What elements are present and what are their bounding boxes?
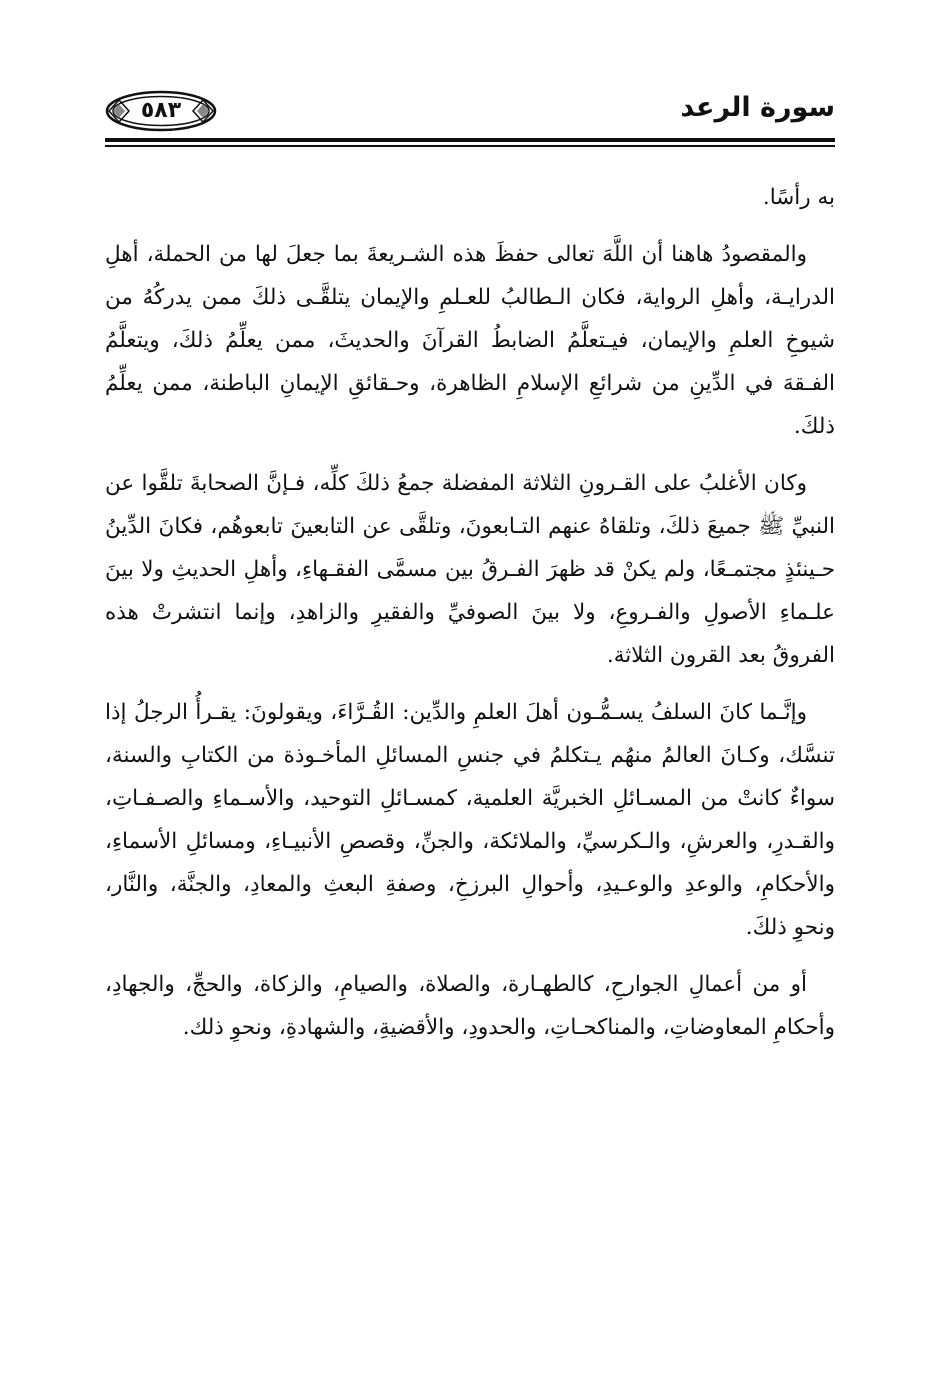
- surah-title: سورة الرعد: [680, 92, 835, 123]
- page-body: [105, 176, 835, 1063]
- page-header: [105, 88, 835, 148]
- header-rule-thin: [105, 145, 835, 147]
- paragraph-4: وإنَّـما كانَ السلفُ يسـمُّـون أهلَ العلمِ والدِّين: القُـرَّاءَ، ويقولونَ: يقـرأُ الرجلُ إذا تنسَّك، وكـانَ العالمُ منهُم يـتكلمُ في جنسِ المسائلِ المأخـوذة من الكتابِ والسنة، سواءٌ كانتْ من المسـائلِ الخبريَّة العلمية، كمسـائلِ التوحيد، والأسـماءِ والصـفـاتِ، والقـدرِ، والعرشِ، والـكرسيِّ، والملائكة، والجنِّ، وقصصِ الأنبيـاءِ، ومسائلِ الأسماءِ، والأحكامِ، والوعدِ والوعـيدِ، وأحوالِ البرزخِ، وصفةِ البعثِ والمعادِ، والجنَّة، والنَّار، ونحوِ ذلكَ.: [105, 700, 835, 940]
- page-number: ٥٨٣: [140, 98, 182, 123]
- paragraph-2: والمقصودُ هاهنا أن اللَّهَ تعالى حفظَ هذه الشـريعةَ بما جعلَ لها من الحملة، أهلِ الدرايـة، وأهلِ الرواية، فكان الـطالبُ للعـلمِ والإيمان يتلقَّـى ذلكَ ممن يدركُهُ من شيوخِ العلمِ والإيمان، فيـتعلَّمُ الضابطُ القرآنَ والحديثَ، ممن يعلِّمُ ذلكَ، ويتعلَّمُ الفـقهَ في الدِّينِ من شرائعِ الإسلامِ الظاهرة، وحـقائقِ الإيمانِ الباطنة، ممن يعلِّمُ ذلكَ.: [105, 242, 835, 439]
- paragraph-5: أو من أعمالِ الجوارحِ، كالطهـارة، والصلاة، والصيامِ، والزكاة، والحجِّ، والجهادِ، وأحكامِ المعاوضاتِ، والمناكحـاتِ، والحدودِ، والأقضيةِ، والشهادةِ، ونحوِ ذلك.: [105, 972, 835, 1040]
- paragraph-3: وكان الأغلبُ على القـرونِ الثلاثة المفضلة جمعُ ذلكَ كلِّه، فـإنَّ الصحابةَ تلقَّوا عن النبيِّ ﷺ جميعَ ذلكَ، وتلقاهُ عنهم التـابعونَ، وتلقَّى عن التابعينَ تابعوهُم، فكانَ الدِّينُ حـينئذٍ مجتمـعًا، ولم يكنْ قد ظهرَ الفـرقُ بين مسمَّى الفقـهاءِ، وأهلِ الحديثِ ولا بينَ علـماءِ الأصولِ والفـروعِ، ولا بينَ الصوفيِّ والفقيرِ والزاهدِ، وإنما انتشرتْ هذه الفروقُ بعد القرون الثلاثة.: [105, 471, 835, 668]
- paragraph-1: به رأسًا.: [762, 185, 835, 210]
- header-rule-thick: [105, 138, 835, 142]
- page-number-badge: [105, 90, 217, 132]
